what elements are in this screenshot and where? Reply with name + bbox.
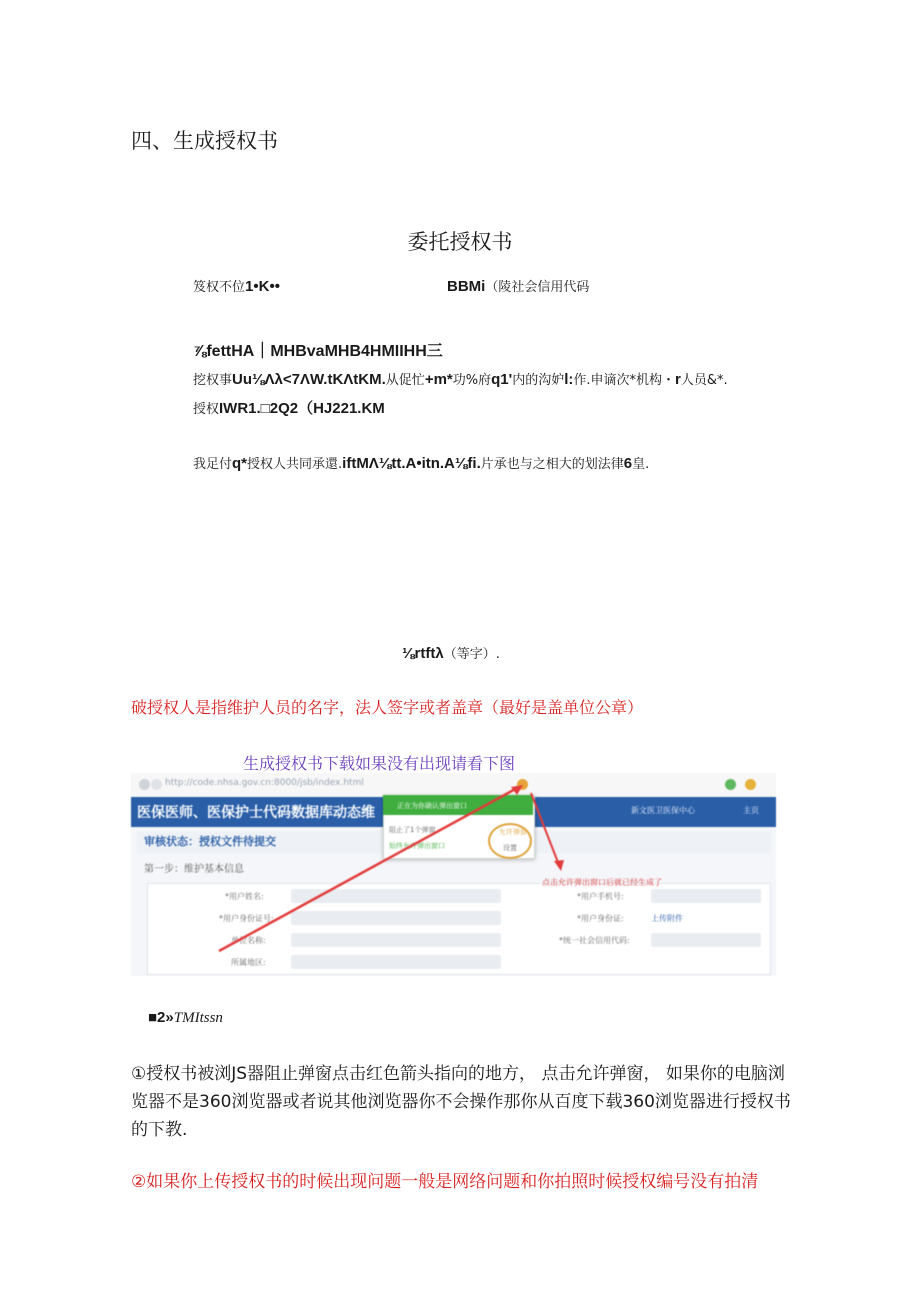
upload-link[interactable]: 上传附件 bbox=[651, 914, 683, 923]
doc-line-company: 笈权不位1•K•• bbox=[193, 278, 280, 295]
paragraph-instruction-2: ②如果你上传授权书的时候出现问题一般是网络问题和你拍照时候授权编号没有拍清 bbox=[131, 1172, 759, 1192]
red-arrow-icon bbox=[219, 787, 519, 951]
arrows-overlay bbox=[131, 773, 776, 976]
doc-line-commitment: 我足付q*授权人共同承還.iftMΛ⅛tt.A•itn.A⅛fi.片承也与之相大的划法律6皇. bbox=[193, 455, 650, 472]
field-label: *用户手机号: bbox=[577, 892, 624, 901]
paragraph-instruction-1: ①授权书被浏JS器阻止弹窗点击红色箭头指向的地方， 点击允许弹窗， 如果你的电脑浏览器不是360浏览器或者说其他浏览器你不会操作那你从百度下载360浏览器进行授权书的下教. bbox=[131, 1064, 791, 1140]
field-label: *用户身份证: bbox=[577, 914, 624, 923]
field-label: *统一社会信用代码: bbox=[559, 936, 630, 945]
popup-line[interactable]: 始终允许弹出窗口 bbox=[389, 842, 445, 850]
field-label: *用户身份证号: bbox=[219, 914, 274, 923]
allow-popup-button[interactable]: 允许弹窗 bbox=[499, 828, 527, 836]
popup-title: 正在为你确认弹出窗口 bbox=[397, 802, 467, 810]
section-heading: 四、生成授权书 bbox=[131, 129, 278, 153]
home-link: 主页 bbox=[743, 806, 759, 815]
browser-screenshot bbox=[131, 773, 776, 976]
red-arrow-icon bbox=[531, 793, 559, 865]
step-label: 第一步：维护基本信息 bbox=[144, 864, 244, 875]
arrow-head-icon bbox=[554, 860, 564, 871]
red-hint: 点击允许弹出窗口后就已经生成了 bbox=[542, 878, 662, 887]
figure-caption: ■2»TMItssn bbox=[148, 1009, 223, 1026]
signature-line: ⅛rtftλ（等字）. bbox=[402, 645, 500, 662]
doc-line-credit-code: BBMi（陵社会信用代码 bbox=[447, 278, 590, 295]
popup-settings[interactable]: 设置 bbox=[503, 844, 517, 852]
doc-line-code: ⅞fettHA｜MHBvaMHB4HMIIHH三 bbox=[193, 343, 443, 360]
site-title: 医保医师、医保护士代码数据库动态维 bbox=[137, 805, 375, 821]
doc-line-authorization: 挖权事Uu⅛Λλ<7ΛW.tKΛtKM.从促忙+m*功%府q1'内的沟妒l:作.申谪次*机构・r人员&*. bbox=[193, 371, 728, 388]
field-label: *用户姓名: bbox=[225, 892, 264, 901]
url-text: http://code.nhsa.gov.cn:8000/jsb/index.html bbox=[165, 778, 364, 788]
field-label: 所属地区: bbox=[231, 958, 266, 967]
red-note: 破授权人是指维护人员的名字，法人签字或者盖章（最好是盖单位公章） bbox=[131, 698, 644, 717]
doc-line-auth-number: 授权IWR1.□2Q2（HJ221.KM bbox=[193, 400, 385, 417]
field-label: 单位名称: bbox=[231, 936, 266, 945]
user-name: 新文医卫医保中心 bbox=[631, 806, 695, 815]
document-title: 委托授权书 bbox=[407, 230, 513, 254]
popup-line: 阻止了1个弹窗 bbox=[389, 826, 436, 834]
review-status: 审核状态：授权文件待提交 bbox=[144, 835, 276, 848]
purple-note: 生成授权书下载如果没有出现请看下图 bbox=[243, 754, 516, 773]
